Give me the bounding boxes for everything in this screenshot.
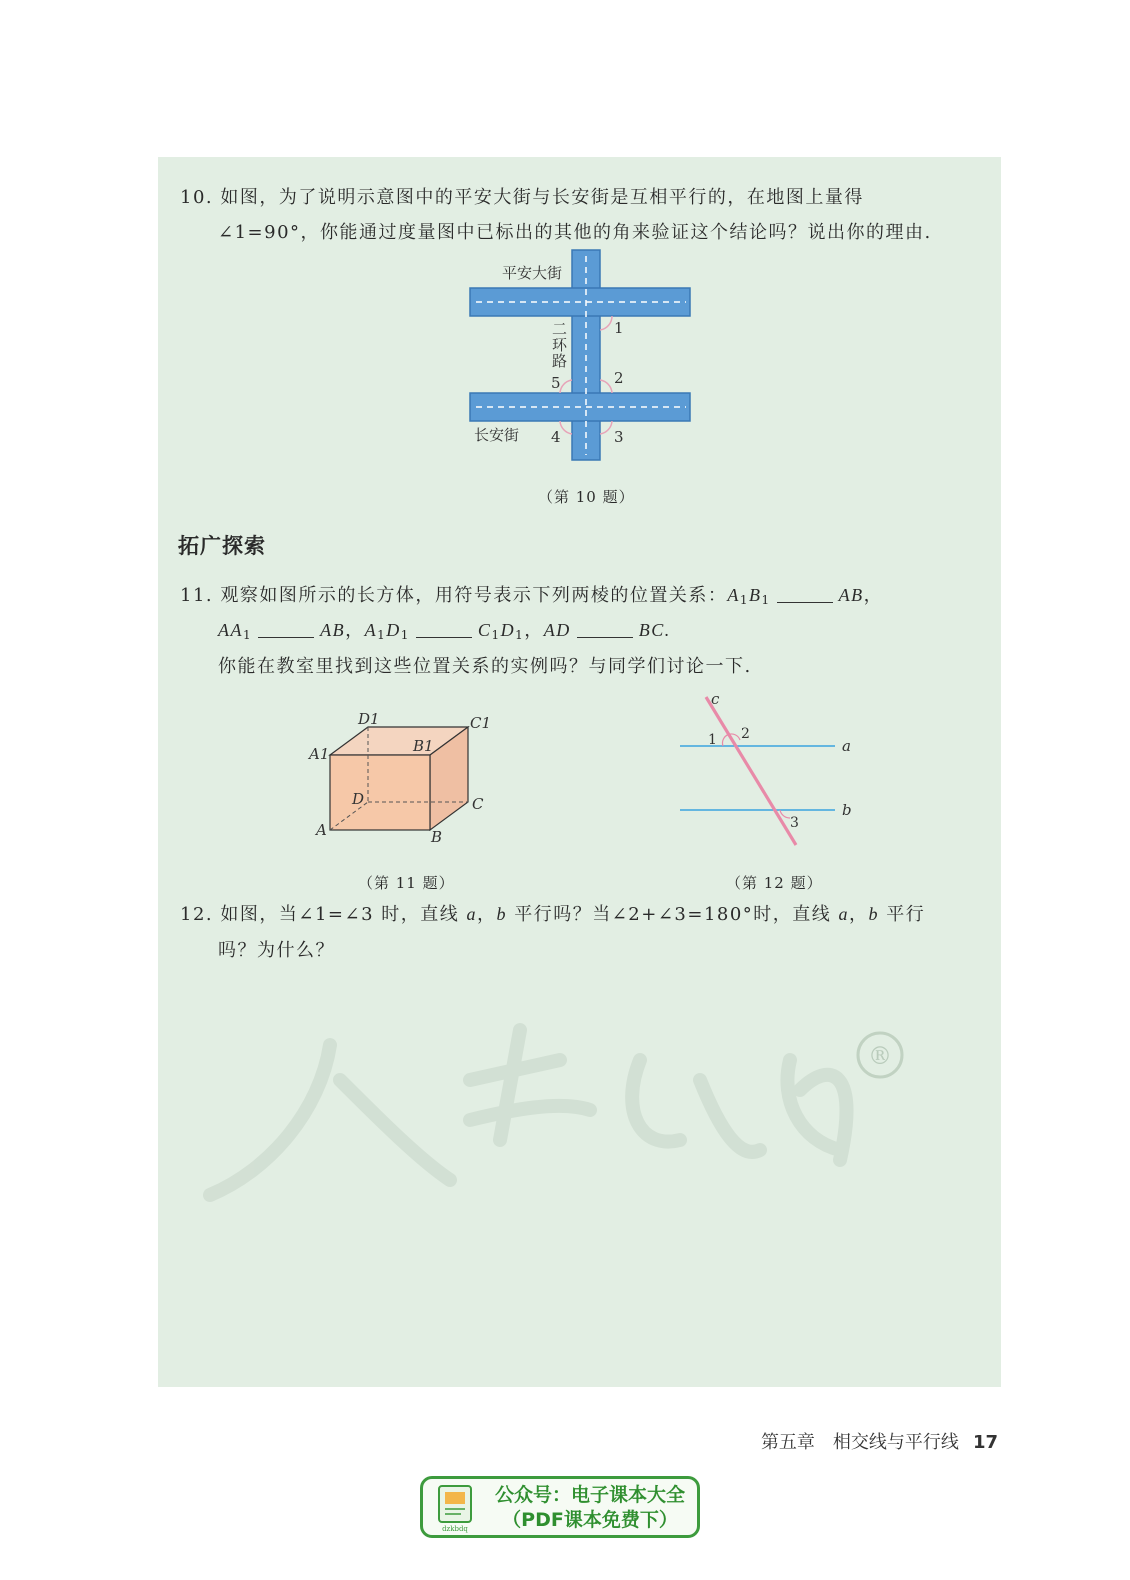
q12-var-a: a: [838, 904, 850, 924]
cuboid-label-b1: B1: [413, 737, 434, 755]
q11-comma: ，: [863, 585, 884, 606]
q11-sub: 1: [243, 628, 253, 642]
q12-var-b: b: [868, 904, 880, 924]
q11-sub: 1: [377, 628, 387, 642]
cuboid-label-a: A: [316, 821, 327, 839]
road-label-changan: 长安街: [474, 426, 520, 444]
q11-caption: （第 11 题）: [358, 874, 455, 892]
q11-d: D: [386, 620, 401, 640]
section-title: 拓广探索: [178, 534, 266, 558]
q11-sub: 1: [761, 593, 771, 607]
q11-bc: BC.: [638, 620, 671, 640]
badge-text: [485, 1483, 695, 1533]
road-label-erhuan-3: 路: [552, 352, 568, 370]
q12-sep: ，: [476, 904, 497, 925]
q11-sub: 1: [515, 628, 525, 642]
q11-comma: ，: [345, 620, 365, 641]
q11-comma: ，: [524, 620, 544, 641]
angle-label-3: 3: [614, 428, 624, 446]
cuboid-label-c1: C1: [470, 714, 492, 732]
q11-aa: AA: [218, 620, 243, 640]
chapter-title: 第五章 相交线与平行线: [760, 1432, 959, 1453]
q11-sub: 1: [491, 628, 501, 642]
q11-d: D: [500, 620, 516, 640]
q11-text-a: 观察如图所示的长方体，用符号表示下列两棱的位置关系：: [220, 585, 728, 606]
angle-label-4: 4: [551, 428, 561, 446]
q11-sub: 1: [739, 593, 750, 607]
angle-label-1: 1: [614, 319, 624, 337]
road-label-erhuan-1: 二: [552, 320, 568, 338]
line-label-b: b: [842, 801, 852, 819]
angle-label-3: 3: [790, 815, 799, 831]
q12-var-a: a: [466, 904, 477, 924]
q11-line3: 你能在教室里找到这些位置关系的实例吗？与同学们讨论一下.: [218, 656, 752, 677]
angle-label-2: 2: [741, 726, 750, 742]
q12-text-a: 如图，当∠1=∠3 时，直线: [220, 904, 460, 925]
cuboid-label-a1: A1: [309, 745, 330, 763]
road-label-erhuan-2: 环: [552, 336, 568, 354]
q11-ad: AD: [543, 620, 571, 640]
q11-ab: AB: [320, 620, 346, 640]
angle-label-5: 5: [551, 374, 561, 392]
watermark-mark: ®: [868, 1042, 892, 1070]
q10-caption: （第 10 题）: [538, 488, 635, 506]
promo-badge[interactable]: [420, 1476, 700, 1538]
cuboid-label-d: D: [352, 790, 365, 808]
q10-text-2: ∠1=90°，你能通过度量图中已标出的其他的角来验证这个结论吗？说出你的理由.: [218, 222, 932, 243]
road-label-pingan: 平安大街: [502, 264, 563, 282]
q12-line2: 吗？为什么？: [218, 940, 335, 961]
angle-label-1: 1: [708, 732, 717, 748]
page-number: 17: [972, 1432, 998, 1453]
q10-number: 10.: [180, 187, 214, 208]
badge-line2: （PDF课本免费下）: [502, 1509, 678, 1531]
q11-sub: 1: [400, 628, 410, 642]
book-icon: [433, 1484, 479, 1532]
q12-number: 12.: [180, 904, 214, 925]
q11-b1: B: [749, 585, 762, 605]
q11-number: 11.: [180, 585, 214, 606]
q12-text-c: 平行: [886, 904, 926, 925]
q11-ab: AB: [838, 585, 864, 605]
q12-line1: [180, 900, 925, 926]
line-label-c: c: [711, 690, 720, 708]
line-label-a: a: [842, 737, 851, 755]
q11-c: C: [477, 620, 492, 640]
badge-line1: 公众号：电子课本大全: [494, 1484, 685, 1506]
q12-text-b: 平行吗？当∠2+∠3=180°时，直线: [514, 904, 832, 925]
q12-sep: ，: [849, 904, 869, 925]
cuboid-label-b: B: [431, 828, 443, 846]
badge-icon-text: dzkbdq: [442, 1525, 468, 1533]
q12-caption: （第 12 题）: [726, 874, 823, 892]
q11-a: A: [364, 620, 378, 640]
angle-label-2: 2: [614, 369, 624, 387]
cuboid-label-d1: D1: [358, 710, 380, 728]
page-footer: [761, 1428, 998, 1454]
q12-var-b: b: [496, 904, 507, 924]
q10-text-1: 如图，为了说明示意图中的平安大街与长安街是互相平行的，在地图上量得: [220, 187, 864, 208]
q11-a1: A: [727, 585, 740, 605]
cuboid-label-c: C: [472, 795, 484, 813]
